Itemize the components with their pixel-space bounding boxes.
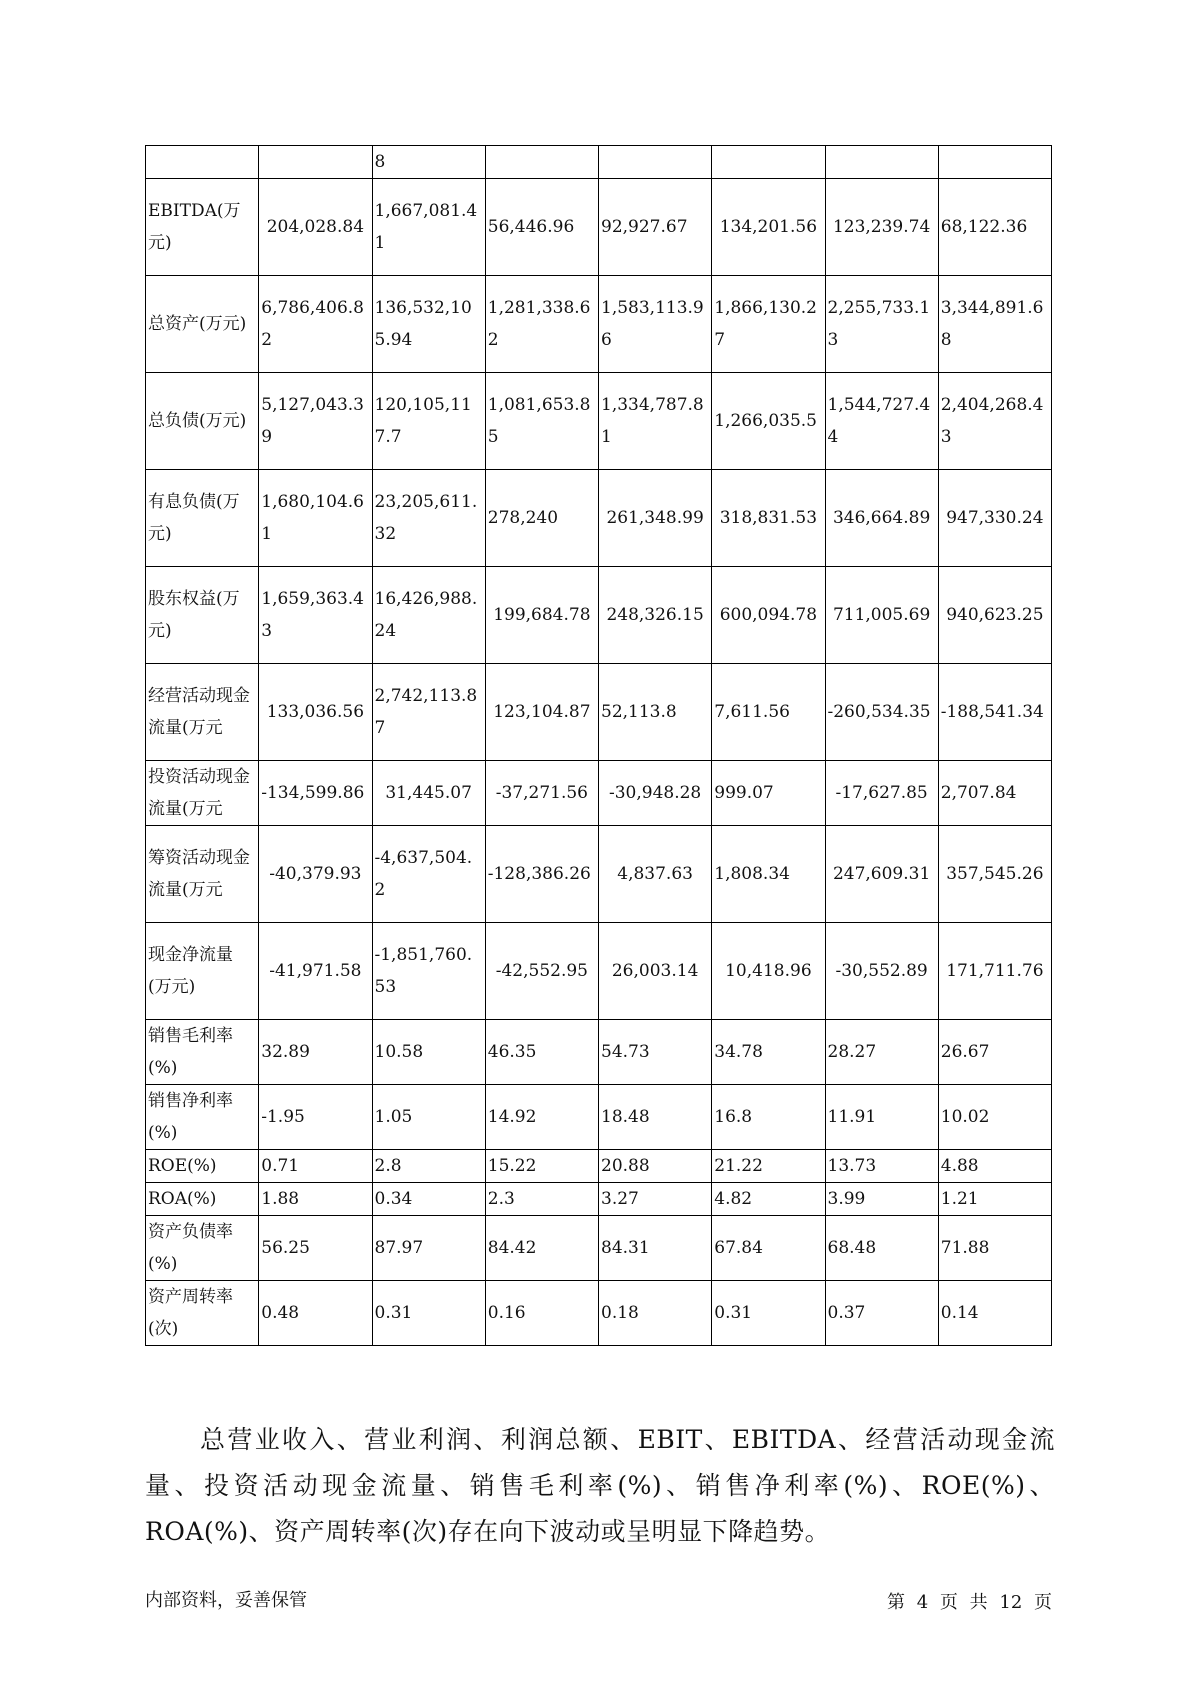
table-row <box>146 567 1052 664</box>
cell: 2.3 <box>485 1183 598 1216</box>
cell: 204,028.84 <box>259 179 372 276</box>
cell: 32.89 <box>259 1020 372 1085</box>
cell: 52,113.8 <box>599 664 712 761</box>
cell: -128,386.26 <box>485 826 598 923</box>
cell: 0.34 <box>372 1183 485 1216</box>
cell: 1.88 <box>259 1183 372 1216</box>
table-row <box>146 373 1052 470</box>
cell: 1,266,035.5 <box>712 373 825 470</box>
cell: -40,379.93 <box>259 826 372 923</box>
cell: 8 <box>372 146 485 179</box>
row-label <box>146 146 259 179</box>
cell: 28.27 <box>825 1020 938 1085</box>
cell: 68,122.36 <box>938 179 1051 276</box>
cell: 134,201.56 <box>712 179 825 276</box>
cell: 1,583,113.96 <box>599 276 712 373</box>
cell: 23,205,611.32 <box>372 470 485 567</box>
cell: 26,003.14 <box>599 923 712 1020</box>
cell: 0.48 <box>259 1281 372 1346</box>
cell: 3,344,891.68 <box>938 276 1051 373</box>
cell: 1.05 <box>372 1085 485 1150</box>
cell <box>825 146 938 179</box>
table-row <box>146 923 1052 1020</box>
cell: -188,541.34 <box>938 664 1051 761</box>
cell <box>485 146 598 179</box>
table-row <box>146 276 1052 373</box>
cell: 3.27 <box>599 1183 712 1216</box>
cell: 68.48 <box>825 1216 938 1281</box>
cell: -42,552.95 <box>485 923 598 1020</box>
cell: 346,664.89 <box>825 470 938 567</box>
cell: 18.48 <box>599 1085 712 1150</box>
cell: 0.31 <box>372 1281 485 1346</box>
cell: 1,281,338.62 <box>485 276 598 373</box>
cell: -30,948.28 <box>599 761 712 826</box>
cell: 21.22 <box>712 1150 825 1183</box>
row-label: 总资产(万元) <box>146 276 259 373</box>
cell: 46.35 <box>485 1020 598 1085</box>
row-label: EBITDA(万元) <box>146 179 259 276</box>
cell: -4,637,504.2 <box>372 826 485 923</box>
cell: -30,552.89 <box>825 923 938 1020</box>
cell: 123,239.74 <box>825 179 938 276</box>
cell: 16,426,988.24 <box>372 567 485 664</box>
cell: 67.84 <box>712 1216 825 1281</box>
cell: 1.21 <box>938 1183 1051 1216</box>
cell: 940,623.25 <box>938 567 1051 664</box>
cell: 1,081,653.85 <box>485 373 598 470</box>
row-label: 经营活动现金流量(万元 <box>146 664 259 761</box>
cell: 4.82 <box>712 1183 825 1216</box>
row-label: 资产周转率(次) <box>146 1281 259 1346</box>
row-label: 现金净流量(万元) <box>146 923 259 1020</box>
table-row <box>146 761 1052 826</box>
cell: 1,544,727.44 <box>825 373 938 470</box>
cell: 10.58 <box>372 1020 485 1085</box>
cell <box>259 146 372 179</box>
cell: 247,609.31 <box>825 826 938 923</box>
cell <box>712 146 825 179</box>
cell: 0.71 <box>259 1150 372 1183</box>
summary-paragraph: 总营业收入、营业利润、利润总额、EBIT、EBITDA、经营活动现金流量、投资活动现金流量、销售毛利率(%)、销售净利率(%)、ROE(%)、ROA(%)、资产周转率(次)存在向下波动或呈明显下降趋势。 <box>145 1425 1055 1546</box>
cell: 26.67 <box>938 1020 1051 1085</box>
cell: -41,971.58 <box>259 923 372 1020</box>
cell: 1,659,363.43 <box>259 567 372 664</box>
cell: 54.73 <box>599 1020 712 1085</box>
cell: 4.88 <box>938 1150 1051 1183</box>
cell: -37,271.56 <box>485 761 598 826</box>
cell: 133,036.56 <box>259 664 372 761</box>
cell: -134,599.86 <box>259 761 372 826</box>
cell: 0.31 <box>712 1281 825 1346</box>
cell: 999.07 <box>712 761 825 826</box>
financial-table <box>145 145 1052 1346</box>
cell: 120,105,117.7 <box>372 373 485 470</box>
cell: 123,104.87 <box>485 664 598 761</box>
table-row <box>146 1281 1052 1346</box>
cell: 1,808.34 <box>712 826 825 923</box>
cell <box>938 146 1051 179</box>
cell: 171,711.76 <box>938 923 1051 1020</box>
cell: 0.37 <box>825 1281 938 1346</box>
table-row <box>146 1183 1052 1216</box>
cell: 56.25 <box>259 1216 372 1281</box>
cell: 1,866,130.27 <box>712 276 825 373</box>
row-label: ROA(%) <box>146 1183 259 1216</box>
cell: 318,831.53 <box>712 470 825 567</box>
row-label: 股东权益(万元) <box>146 567 259 664</box>
table-row <box>146 826 1052 923</box>
table-row <box>146 664 1052 761</box>
cell <box>599 146 712 179</box>
row-label: 总负债(万元) <box>146 373 259 470</box>
table-row <box>146 1216 1052 1281</box>
cell: 13.73 <box>825 1150 938 1183</box>
cell: -260,534.35 <box>825 664 938 761</box>
row-label: ROE(%) <box>146 1150 259 1183</box>
table-row <box>146 1020 1052 1085</box>
cell: 248,326.15 <box>599 567 712 664</box>
page-number: 第 4 页 共 12 页 <box>887 1592 1052 1613</box>
cell: 14.92 <box>485 1085 598 1150</box>
cell: 136,532,105.94 <box>372 276 485 373</box>
cell: 84.31 <box>599 1216 712 1281</box>
cell: 4,837.63 <box>599 826 712 923</box>
row-label: 销售毛利率(%) <box>146 1020 259 1085</box>
cell: 2,707.84 <box>938 761 1051 826</box>
cell: 947,330.24 <box>938 470 1051 567</box>
table-row <box>146 146 1052 179</box>
cell: 56,446.96 <box>485 179 598 276</box>
footer-confidential: 内部资料，妥善保管 <box>145 1590 307 1611</box>
cell: 34.78 <box>712 1020 825 1085</box>
cell: -1.95 <box>259 1085 372 1150</box>
cell: 1,667,081.41 <box>372 179 485 276</box>
cell: 6,786,406.82 <box>259 276 372 373</box>
cell: 199,684.78 <box>485 567 598 664</box>
cell: 5,127,043.39 <box>259 373 372 470</box>
cell: 1,334,787.81 <box>599 373 712 470</box>
cell: 1,680,104.61 <box>259 470 372 567</box>
cell: -17,627.85 <box>825 761 938 826</box>
table-row <box>146 470 1052 567</box>
cell: 0.16 <box>485 1281 598 1346</box>
cell: 2.8 <box>372 1150 485 1183</box>
cell: 357,545.26 <box>938 826 1051 923</box>
cell: 261,348.99 <box>599 470 712 567</box>
cell: 711,005.69 <box>825 567 938 664</box>
cell: 2,742,113.87 <box>372 664 485 761</box>
cell: -1,851,760.53 <box>372 923 485 1020</box>
cell: 3.99 <box>825 1183 938 1216</box>
row-label: 投资活动现金流量(万元 <box>146 761 259 826</box>
cell: 2,404,268.43 <box>938 373 1051 470</box>
cell: 2,255,733.13 <box>825 276 938 373</box>
cell: 16.8 <box>712 1085 825 1150</box>
row-label: 有息负债(万元) <box>146 470 259 567</box>
cell: 20.88 <box>599 1150 712 1183</box>
cell: 600,094.78 <box>712 567 825 664</box>
cell: 11.91 <box>825 1085 938 1150</box>
cell: 10.02 <box>938 1085 1051 1150</box>
cell: 7,611.56 <box>712 664 825 761</box>
row-label: 销售净利率(%) <box>146 1085 259 1150</box>
table-row <box>146 1150 1052 1183</box>
table-row <box>146 1085 1052 1150</box>
table-row <box>146 179 1052 276</box>
row-label: 筹资活动现金流量(万元 <box>146 826 259 923</box>
cell: 92,927.67 <box>599 179 712 276</box>
row-label: 资产负债率(%) <box>146 1216 259 1281</box>
cell: 10,418.96 <box>712 923 825 1020</box>
cell: 278,240 <box>485 470 598 567</box>
cell: 0.14 <box>938 1281 1051 1346</box>
cell: 71.88 <box>938 1216 1051 1281</box>
cell: 31,445.07 <box>372 761 485 826</box>
cell: 87.97 <box>372 1216 485 1281</box>
cell: 15.22 <box>485 1150 598 1183</box>
cell: 0.18 <box>599 1281 712 1346</box>
cell: 84.42 <box>485 1216 598 1281</box>
